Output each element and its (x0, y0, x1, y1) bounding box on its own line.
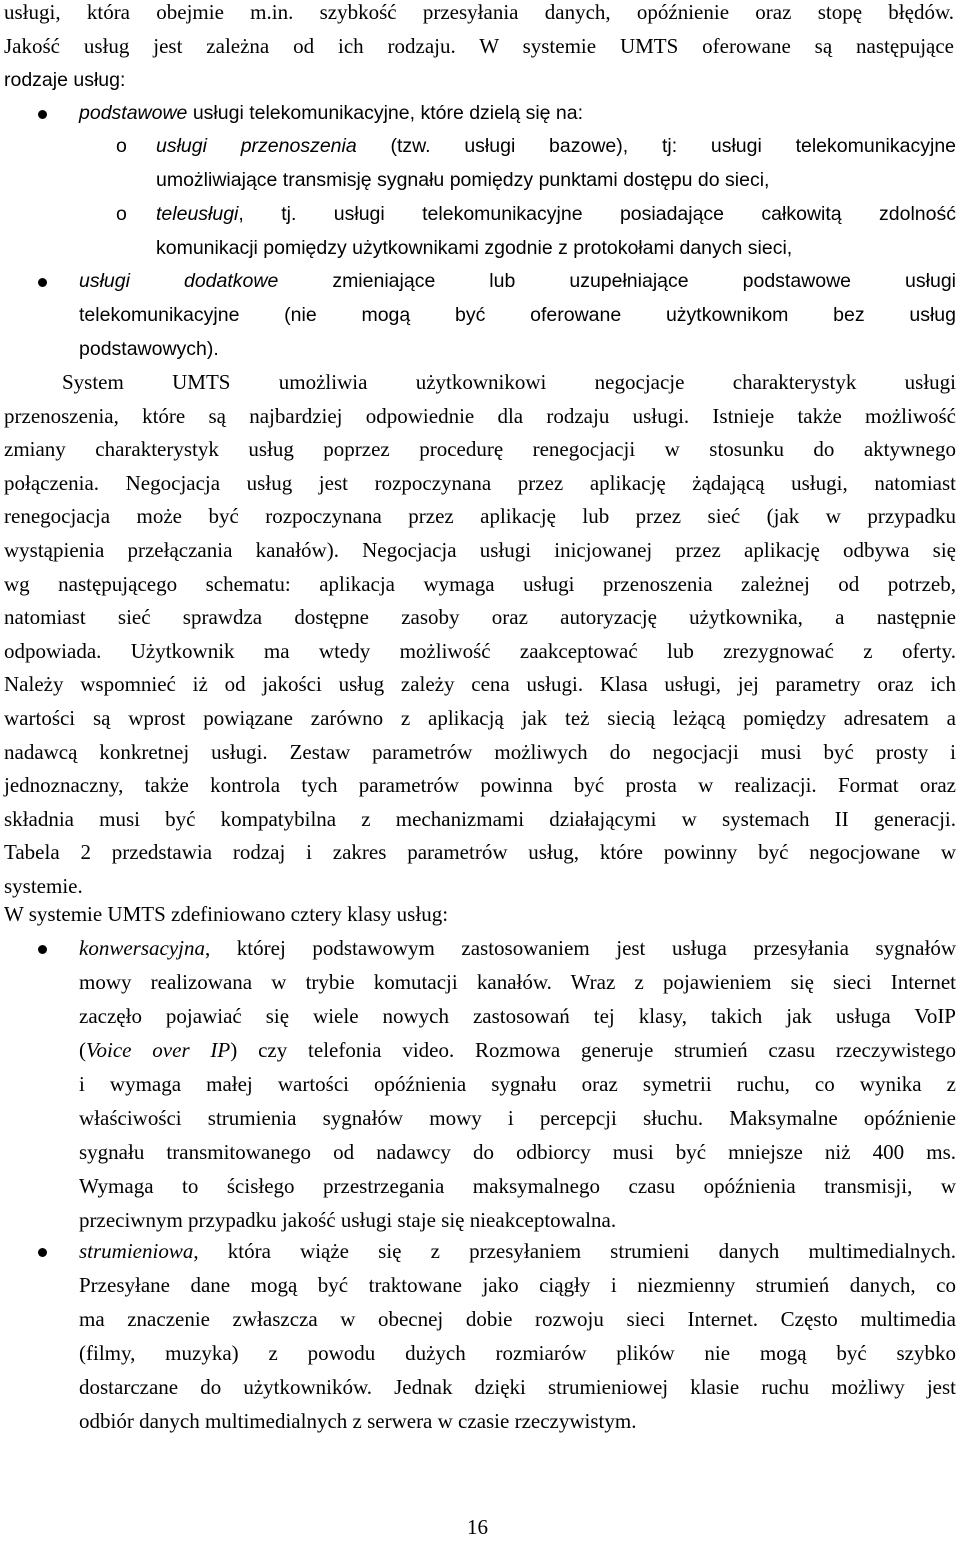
list-item-line: podstawowych). (79, 338, 219, 360)
term: podstawowe (79, 102, 188, 124)
paragraph-line: odpowiada. Użytkownik ma wtedy możliwość zaakceptować lub zrezygnować z oferty. (4, 638, 956, 663)
intro-line: usługi, która obejmie m.in. szybkość przesyłania danych, opóźnienie oraz stopę błędów. (4, 0, 954, 24)
list-item-line: sygnału transmitowanego od nadawcy do odbiorcy musi być mniejsze niż 400 ms. (79, 1140, 956, 1164)
intro-line: rodzaje usług: (4, 69, 126, 91)
list-item-line: i wymaga małej wartości opóźnienia sygnału oraz symetrii ruchu, co wynika z (79, 1072, 956, 1096)
list-item-line: ma znaczenie zwłaszcza w obecnej dobie rozwoju sieci Internet. Często multimedia (79, 1307, 956, 1331)
list-item-text: usługi telekomunikacyjne, które dzielą się na: (187, 102, 584, 124)
list-item-line: przeciwnym przypadku jakość usługi staje się nieakceptowalna. (79, 1208, 617, 1232)
list-item-additional (79, 265, 956, 299)
circle-bullet-icon: o (116, 203, 127, 225)
bullet-icon (38, 110, 47, 119)
paragraph-line: składnia musi być kompatybilna z mechanizmami działającymi w systemach II generacji. (4, 806, 956, 831)
list-item-text: ( (79, 1038, 86, 1062)
bullet-icon (38, 945, 47, 954)
paragraph-line: wg następującego schematu: aplikacja wymaga usługi przenoszenia zależnej od potrzeb, (4, 571, 956, 596)
paragraph-line: Należy wspomnieć iż od jakości usług zależy cena usługi. Klasa usługi, jej parametry oraz ich (4, 672, 956, 697)
term: strumieniowa (79, 1239, 194, 1263)
paragraph-line: wartości są wprost powiązane zarówno z aplikacją jak też siecią leżącą pomiędzy adresatem a (4, 706, 956, 730)
list-item-line: zaczęło pojawiać się wiele nowych zastosowań tej klasy, takich jak usługa VoIP (79, 1004, 956, 1028)
sublist-item-line: komunikacji pomiędzy użytkownikami zgodnie z protokołami danych sieci, (156, 237, 793, 259)
term: teleusługi (156, 203, 239, 225)
list-item-streaming (79, 1235, 956, 1269)
list-item-basic (79, 97, 583, 131)
paragraph-line: połączenia. Negocjacja usług jest rozpoczynana przez aplikację żądającą usługi, natomiast (4, 470, 956, 495)
list-item-line: właściwości strumienia sygnałów mowy i percepcji słuchu. Maksymalne opóźnienie (79, 1106, 956, 1130)
paragraph-line: wystąpienia przełączania kanałów). Negocjacja usługi inicjowanej przez aplikację odbywa się (4, 538, 956, 562)
sublist-item-line: umożliwiające transmisję sygnału pomiędzy punktami dostępu do sieci, (156, 169, 770, 191)
list-item-line: mowy realizowana w trybie komutacji kanałów. Wraz z pojawieniem się sieci Internet (79, 970, 956, 994)
bullet-icon (38, 1248, 47, 1257)
paragraph-line: Tabela 2 przedstawia rodzaj i zakres parametrów usług, które powinny być negocjowane w (4, 840, 956, 865)
list-item-line: Wymaga to ścisłego przestrzegania maksymalnego czasu opóźnienia transmisji, w (79, 1174, 956, 1198)
list-item-line: Przesyłane dane mogą być traktowane jako ciągły i niezmienny strumień danych, co (79, 1273, 956, 1297)
paragraph-line: przenoszenia, które są najbardziej odpowiednie dla rodzaju usługi. Istnieje także możliwość (4, 403, 956, 428)
term: konwersacyjna (79, 936, 205, 960)
sublist-item-teleservices (156, 198, 956, 232)
list-item-text: , która wiąże się z przesyłaniem strumieni danych multimedialnych. (193, 1239, 956, 1263)
list-item-text: (tzw. usługi bazowe), tj: usługi telekomunikacyjne (356, 135, 957, 157)
paragraph-line: jednoznaczny, także kontrola tych parametrów powinna być prosta w realizacji. Format oraz (4, 773, 956, 798)
list-item-line (79, 1034, 956, 1068)
term: usługi dodatkowe (79, 270, 279, 292)
list-item-line: dostarczane do użytkowników. Jednak dzięki strumieniowej klasie ruchu możliwy jest (79, 1375, 956, 1399)
classes-intro: W systemie UMTS zdefiniowano cztery klasy usług: (4, 902, 449, 926)
term: Voice over IP (86, 1038, 231, 1062)
list-item-line: telekomunikacyjne (nie mogą być oferowane użytkownikom bez usług (79, 304, 956, 326)
bullet-icon (38, 278, 47, 287)
page-number: 16 (467, 1515, 488, 1539)
paragraph-line: systemie. (4, 874, 83, 898)
list-item-text: zmieniające lub uzupełniające podstawowe usługi (278, 270, 957, 292)
list-item-conversational (79, 932, 956, 966)
paragraph-line: zmiany charakterystyk usług poprzez procedurę renegocjacji w stosunku do aktywnego (4, 437, 956, 462)
paragraph-line: natomiast sieć sprawdza dostępne zasoby oraz autoryzację użytkownika, a następnie (4, 605, 956, 630)
term: usługi przenoszenia (156, 135, 357, 157)
intro-line: Jakość usług jest zależna od ich rodzaju. W systemie UMTS oferowane są następujące (4, 34, 954, 58)
list-item-text: ) czy telefonia video. Rozmowa generuje strumień czasu rzeczywistego (230, 1038, 956, 1062)
paragraph-line: nadawcą konkretnej usługi. Zestaw parametrów możliwych do negocjacji musi być prosty i (4, 739, 956, 764)
list-item-text: , której podstawowym zastosowaniem jest usługa przesyłania sygnałów (204, 936, 956, 960)
circle-bullet-icon: o (116, 135, 127, 157)
list-item-line: (filmy, muzyka) z powodu dużych rozmiarów plików nie mogą być szybko (79, 1341, 956, 1365)
list-item-line: odbiór danych multimedialnych z serwera w czasie rzeczywistym. (79, 1409, 637, 1433)
paragraph-line: renegocjacja może być rozpoczynana przez aplikację lub przez sieć (jak w przypadku (4, 504, 956, 529)
paragraph-line: System UMTS umożliwia użytkownikowi negocjacje charakterystyk usługi (62, 370, 956, 394)
sublist-item-bearer (156, 130, 956, 164)
list-item-text: , tj. usługi telekomunikacyjne posiadające całkowitą zdolność (238, 203, 956, 225)
